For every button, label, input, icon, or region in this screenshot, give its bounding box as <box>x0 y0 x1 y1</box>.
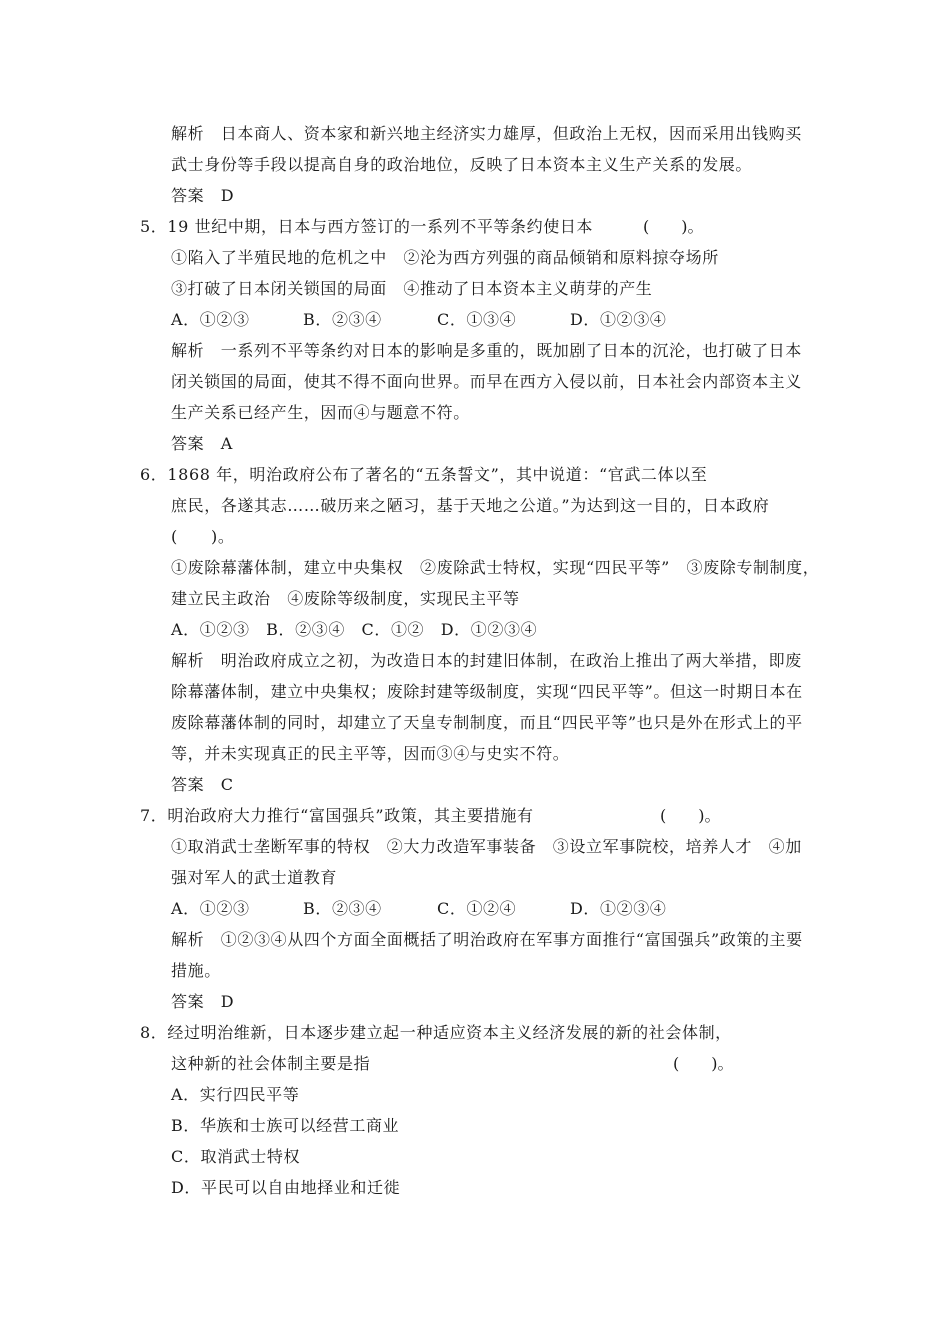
question-6-analysis-line: 解析 明治政府成立之初，为改造日本的封建旧体制，在政治上推出了两大举措，即废 <box>171 651 802 670</box>
question-8-stem-line: 这种新的社会体制主要是指 <box>171 1054 371 1073</box>
analysis-line: 武士身份等手段以提高自身的政治地位，反映了日本资本主义生产关系的发展。 <box>171 155 753 174</box>
question-5-analysis-line: 闭关锁国的局面，使其不得不面向世界。而早在西方入侵以前，日本社会内部资本主义 <box>171 372 802 391</box>
question-7-answer: 答案 D <box>171 992 235 1011</box>
question-5-option-c: C．①③④ <box>437 310 517 329</box>
question-5-analysis-line: 解析 一系列不平等条约对日本的影响是多重的，既加剧了日本的沉沦，也打破了日本 <box>171 341 802 360</box>
question-8-option-b: B．华族和士族可以经营工商业 <box>171 1116 400 1135</box>
question-5-item-line: ③打破了日本闭关锁国的局面 ④推动了日本资本主义萌芽的产生 <box>171 279 653 298</box>
question-7-analysis-line: 措施。 <box>171 961 221 980</box>
answer-line: 答案 D <box>171 186 235 205</box>
question-7-option-a: A．①②③ <box>171 899 250 918</box>
question-7-answer-blank: ( )。 <box>660 806 721 825</box>
question-6-options: A．①②③ B．②③④ C．①② D．①②③④ <box>171 620 538 639</box>
question-8-answer-blank: ( )。 <box>673 1054 734 1073</box>
analysis-line: 解析 日本商人、资本家和新兴地主经济实力雄厚，但政治上无权，因而采用出钱购买 <box>171 124 802 143</box>
question-7-option-d: D．①②③④ <box>570 899 667 918</box>
question-7-analysis-line: 解析 ①②③④从四个方面全面概括了明治政府在军事方面推行“富国强兵”政策的主要 <box>171 930 803 949</box>
question-5-analysis-line: 生产关系已经产生，因而④与题意不符。 <box>171 403 470 422</box>
question-5-answer: 答案 A <box>171 434 233 453</box>
question-6-answer-blank: ( )。 <box>171 527 235 546</box>
question-8-option-d: D．平民可以自由地择业和迁徙 <box>171 1178 401 1197</box>
question-5-option-a: A．①②③ <box>171 310 250 329</box>
question-6-item-line: ①废除幕藩体制，建立中央集权 ②废除武士特权，实现“四民平等” ③废除专制制度， <box>171 558 820 577</box>
question-5-stem: 5．19 世纪中期，日本与西方签订的一系列不平等条约使日本 <box>140 217 594 236</box>
question-6-stem-line: 6．1868 年，明治政府公布了著名的“五条誓文”，其中说道：“官武二体以至 <box>140 465 708 484</box>
question-7-option-c: C．①②④ <box>437 899 517 918</box>
question-7-item-line: 强对军人的武士道教育 <box>171 868 338 887</box>
question-7-option-b: B．②③④ <box>303 899 382 918</box>
question-5-option-b: B．②③④ <box>303 310 382 329</box>
question-6-analysis-line: 除幕藩体制，建立中央集权；废除封建等级制度，实现“四民平等”。但这一时期日本在 <box>171 682 803 701</box>
question-6-analysis-line: 废除幕藩体制的同时，却建立了天皇专制制度，而且“四民平等”也只是外在形式上的平 <box>171 713 803 732</box>
question-7-item-line: ①取消武士垄断军事的特权 ②大力改造军事装备 ③设立军事院校，培养人才 ④加 <box>171 837 802 856</box>
question-5-item-line: ①陷入了半殖民地的危机之中 ②沦为西方列强的商品倾销和原料掠夺场所 <box>171 248 719 267</box>
question-8-option-a: A．实行四民平等 <box>171 1085 300 1104</box>
question-6-stem-line: 庶民，各遂其志……破历来之陋习，基于天地之公道。”为达到这一目的，日本政府 <box>171 496 770 515</box>
question-5-option-d: D．①②③④ <box>570 310 667 329</box>
question-7-stem: 7．明治政府大力推行“富国强兵”政策，其主要措施有 <box>140 806 534 825</box>
question-6-answer: 答案 C <box>171 775 234 794</box>
question-5-answer-blank: ( )。 <box>643 217 704 236</box>
question-8-stem-line: 8．经过明治维新，日本逐步建立起一种适应资本主义经济发展的新的社会体制， <box>140 1023 732 1042</box>
question-6-analysis-line: 等，并未实现真正的民主平等，因而③④与史实不符。 <box>171 744 570 763</box>
question-6-item-line: 建立民主政治 ④废除等级制度，实现民主平等 <box>171 589 520 608</box>
question-8-option-c: C．取消武士特权 <box>171 1147 301 1166</box>
